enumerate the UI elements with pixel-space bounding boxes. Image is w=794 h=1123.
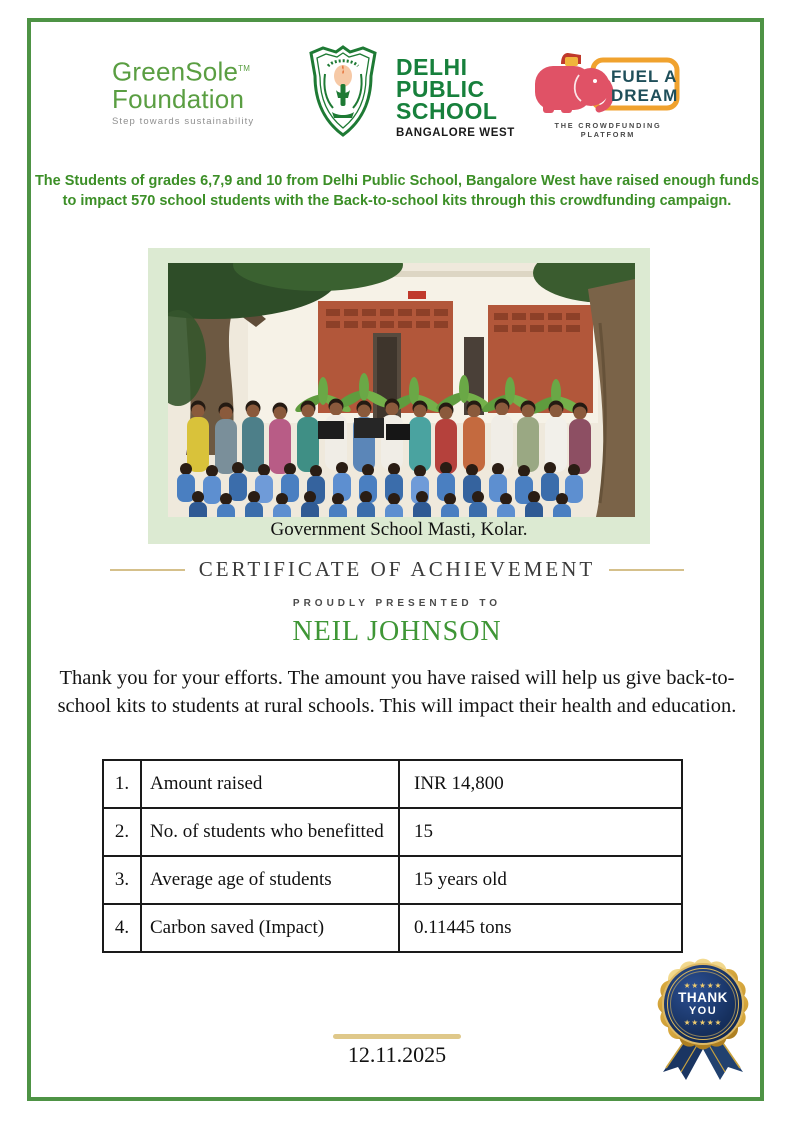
trademark-mark: TM xyxy=(238,64,251,73)
photo-caption: Government School Masti, Kolar. xyxy=(270,519,528,540)
row-number-cell: 4. xyxy=(103,904,141,952)
dps-name-line2: PUBLIC xyxy=(396,76,485,102)
row-label-cell: Amount raised xyxy=(141,760,399,808)
certificate-heading-row xyxy=(110,557,684,582)
fuel-tagline: THE CROWDFUNDING PLATFORM xyxy=(554,121,662,139)
statement-line1: The Students of grades 6,7,9 and 10 from Delhi Public School, Bangalore West have raised enough funds xyxy=(34,173,760,189)
row-label-cell: Average age of students xyxy=(141,856,399,904)
row-value-cell: INR 14,800 xyxy=(399,760,682,808)
dps-name-line3: SCHOOL xyxy=(396,98,498,124)
row-number-cell: 1. xyxy=(103,760,141,808)
fuel-name-line1: FUEL A xyxy=(611,67,678,86)
seal-stars-bottom: ★★★★★ xyxy=(683,1018,723,1027)
date-divider-line xyxy=(333,1034,461,1039)
impact-table-row xyxy=(103,808,682,856)
certificate-heading: CERTIFICATE OF ACHIEVEMENT xyxy=(198,557,596,581)
seal-stars-top: ★★★★★ xyxy=(683,981,723,990)
date-text: 12.11.2025 xyxy=(347,1042,447,1067)
dps-shield-icon xyxy=(308,44,378,138)
impact-table-row xyxy=(103,904,682,952)
thank-you-message: Thank you for your efforts. The amount you have raised will help us give back-to-school kits to students at rural schools. This will impact their health and education. xyxy=(57,667,737,717)
heading-line-right xyxy=(609,569,684,571)
seal-medallion xyxy=(662,963,744,1045)
fuel-name-line2: DREAM xyxy=(611,86,679,105)
recipient-name: NEIL JOHNSON xyxy=(292,616,502,647)
award-seal-icon xyxy=(641,956,765,1088)
dps-logo xyxy=(396,56,515,139)
impact-table-row xyxy=(103,760,682,808)
school-group-photo xyxy=(168,263,635,517)
photo-card xyxy=(148,248,650,544)
dps-campus: BANGALORE WEST xyxy=(396,127,515,139)
seal-word-you: YOU xyxy=(688,1005,718,1017)
dps-name-line1: DELHI xyxy=(396,54,468,80)
row-number-cell: 2. xyxy=(103,808,141,856)
greensole-tagline: Step towards sustainability xyxy=(112,115,255,127)
row-value-cell: 0.11445 tons xyxy=(399,904,682,952)
greensole-name-line1 xyxy=(112,55,272,86)
impact-table-row xyxy=(103,856,682,904)
row-value-cell: 15 xyxy=(399,808,682,856)
greensole-wordmark: GreenSole xyxy=(112,56,239,87)
elephant-icon xyxy=(534,52,682,114)
fuel-a-dream-logo xyxy=(534,52,682,139)
greensole-name-line2: Foundation xyxy=(112,83,245,114)
fundraising-statement xyxy=(34,171,760,211)
row-label-cell: Carbon saved (Impact) xyxy=(141,904,399,952)
statement-line2: to impact 570 school students with the Back-to-school kits through this crowdfunding campaign. xyxy=(62,193,732,209)
impact-table xyxy=(102,759,683,953)
seal-inner-ring xyxy=(670,971,736,1037)
greensole-logo xyxy=(112,55,272,127)
seal-word-thank: THANK xyxy=(678,990,728,1005)
presented-to-label: PROUDLY PRESENTED TO xyxy=(292,598,502,609)
row-value-cell: 15 years old xyxy=(399,856,682,904)
row-label-cell: No. of students who benefitted xyxy=(141,808,399,856)
heading-line-left xyxy=(110,569,185,571)
row-number-cell: 3. xyxy=(103,856,141,904)
